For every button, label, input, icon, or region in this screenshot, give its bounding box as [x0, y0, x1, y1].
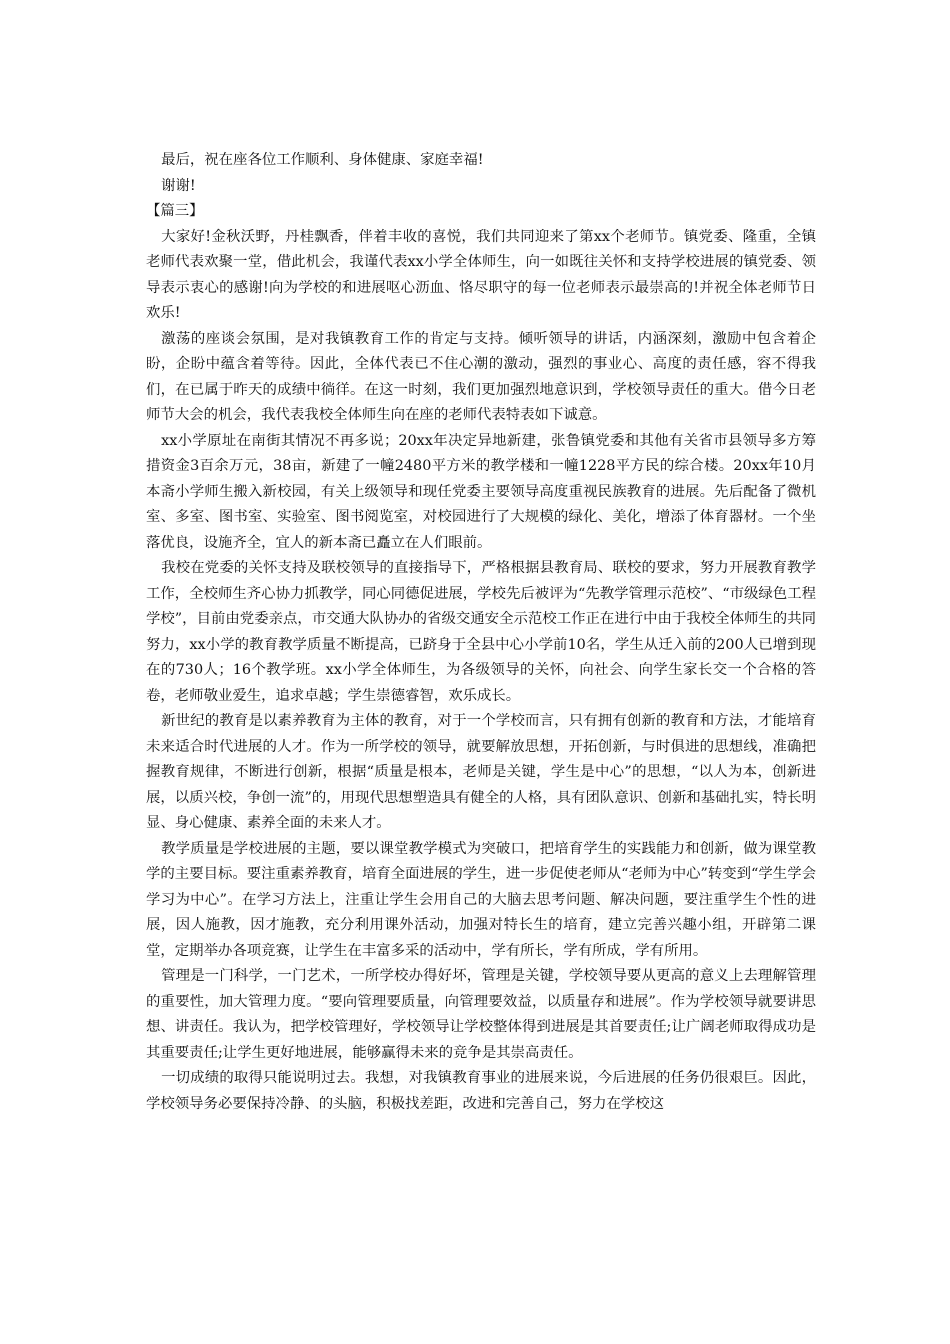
- paragraph-greeting: 大家好!金秋沃野，丹桂飘香，伴着丰收的喜悦，我们共同迎来了第xx个老师节。镇党委、隆重，全镇老师代表欢聚一堂，借此机会，我谨代表xx小学全体师生，向一如既往关怀和支持学校进展的镇党委、领导表示衷心的感谢!向为学校的和进展呕心沥血、恪尽职守的每一位老师表示最崇高的!并祝全体老师节日欢乐!: [146, 228, 816, 321]
- paragraph-future-tasks: 一切成绩的取得只能说明过去。我想，对我镇教育事业的进展来说，今后进展的任务仍很艰巨。因此，学校领导务必要保持冷静、的头脑，积极找差距，改进和完善自己，努力在学校这: [146, 1070, 816, 1112]
- paragraph-teaching-quality: 教学质量是学校进展的主题，要以课堂教学模式为突破口，把培育学生的实践能力和创新，做为课堂教学的主要目标。要注重素养教育，培育全面进展的学生，进一步促使老师从“老师为中心”转变到“学生学会学习为中心”。在学习方法上，注重让学生会用自己的大脑去思考问题、解决问题，要注重学生个性的进展，因人施教，因才施教，充分利用课外活动，加强对特长生的培育，建立完善兴趣小组，开辟第二课堂，定期举办各项竞赛，让学生在丰富多采的活动中，学有所长，学有所成，学有所用。: [146, 840, 816, 959]
- closing-line-thanks: 谢谢!: [161, 177, 196, 194]
- paragraph-meeting: 激荡的座谈会氛围，是对我镇教育工作的肯定与支持。倾听领导的讲话，内涵深刻，激励中包含着企盼，企盼中蕴含着等待。因此，全体代表已不住心潮的激动，强烈的事业心、高度的责任感，容不得我们，在已属于昨天的成绩中徜徉。在这一时刻，我们更加强烈地意识到，学校领导责任的重大。借今日老师节大会的机会，我代表我校全体师生向在座的老师代表特表如下诚意。: [146, 330, 816, 423]
- paragraph-management: 管理是一门科学，一门艺术，一所学校办得好坏，管理是关键，学校领导要从更高的意义上去理解管理的重要性，加大管理力度。“要向管理要质量，向管理要效益，以质量存和进展”。作为学校领导就要讲思想、讲责任。我认为，把学校管理好，学校领导让学校整体得到进展是其首要责任;让广阔老师取得成功是其重要责任;让学生更好地进展，能够赢得未来的竞争是其崇高责任。: [146, 968, 816, 1061]
- paragraph-achievements: 我校在党委的关怀支持及联校领导的直接指导下，严格根据县教育局、联校的要求，努力开展教育教学工作，全校师生齐心协力抓教学，同心同德促进展，学校先后被评为“先教学管理示范校”、“市级绿色工程学校”，目前由党委亲点，市交通大队协办的省级交通安全示范校工作正在进行中由于我校全体师生的共同努力，xx小学的教育教学质量不断提高，已跻身于全县中心小学前10名，学生从迁入前的200人已增到现在的730人；16个教学班。xx小学全体师生，为各级领导的关怀，向社会、向学生家长交一个合格的答卷，老师敬业爱生，追求卓越；学生崇德睿智，欢乐成长。: [146, 560, 816, 704]
- document-page: [146, 148, 816, 1117]
- section-heading: 【篇三】: [146, 203, 204, 219]
- paragraph-school-history: xx小学原址在南街其情况不再多说；20xx年决定异地新建，张鲁镇党委和其他有关省市县领导多方筹措资金3百余万元，38亩，新建了一幢2480平方米的教学楼和一幢1228平方民的综合楼。20xx年10月本斋小学师生搬入新校园，有关上级领导和现任党委主要领导高度重视民族教育的进展。先后配备了微机室、多室、图书室、实验室、图书阅览室，对校园进行了大规模的绿化、美化，增添了体育器材。一个坐落优良，设施齐全，宜人的新本斋已矗立在人们眼前。: [146, 432, 816, 551]
- paragraph-new-century-education: 新世纪的教育是以素养教育为主体的教育，对于一个学校而言，只有拥有创新的教育和方法，才能培育未来适合时代进展的人才。作为一所学校的领导，就要解放思想，开拓创新，与时俱进的思想线，准确把握教育规律，不断进行创新，根据“质量是根本，老师是关键，学生是中心”的思想，“以人为本，创新进展，以质兴校，争创一流”的，用现代思想塑造具有健全的人格，具有团队意识、创新和基础扎实，特长明显、身心健康、素养全面的未来人才。: [146, 713, 816, 831]
- closing-line-wishes: 最后，祝在座各位工作顺利、身体健康、家庭幸福!: [161, 152, 484, 168]
